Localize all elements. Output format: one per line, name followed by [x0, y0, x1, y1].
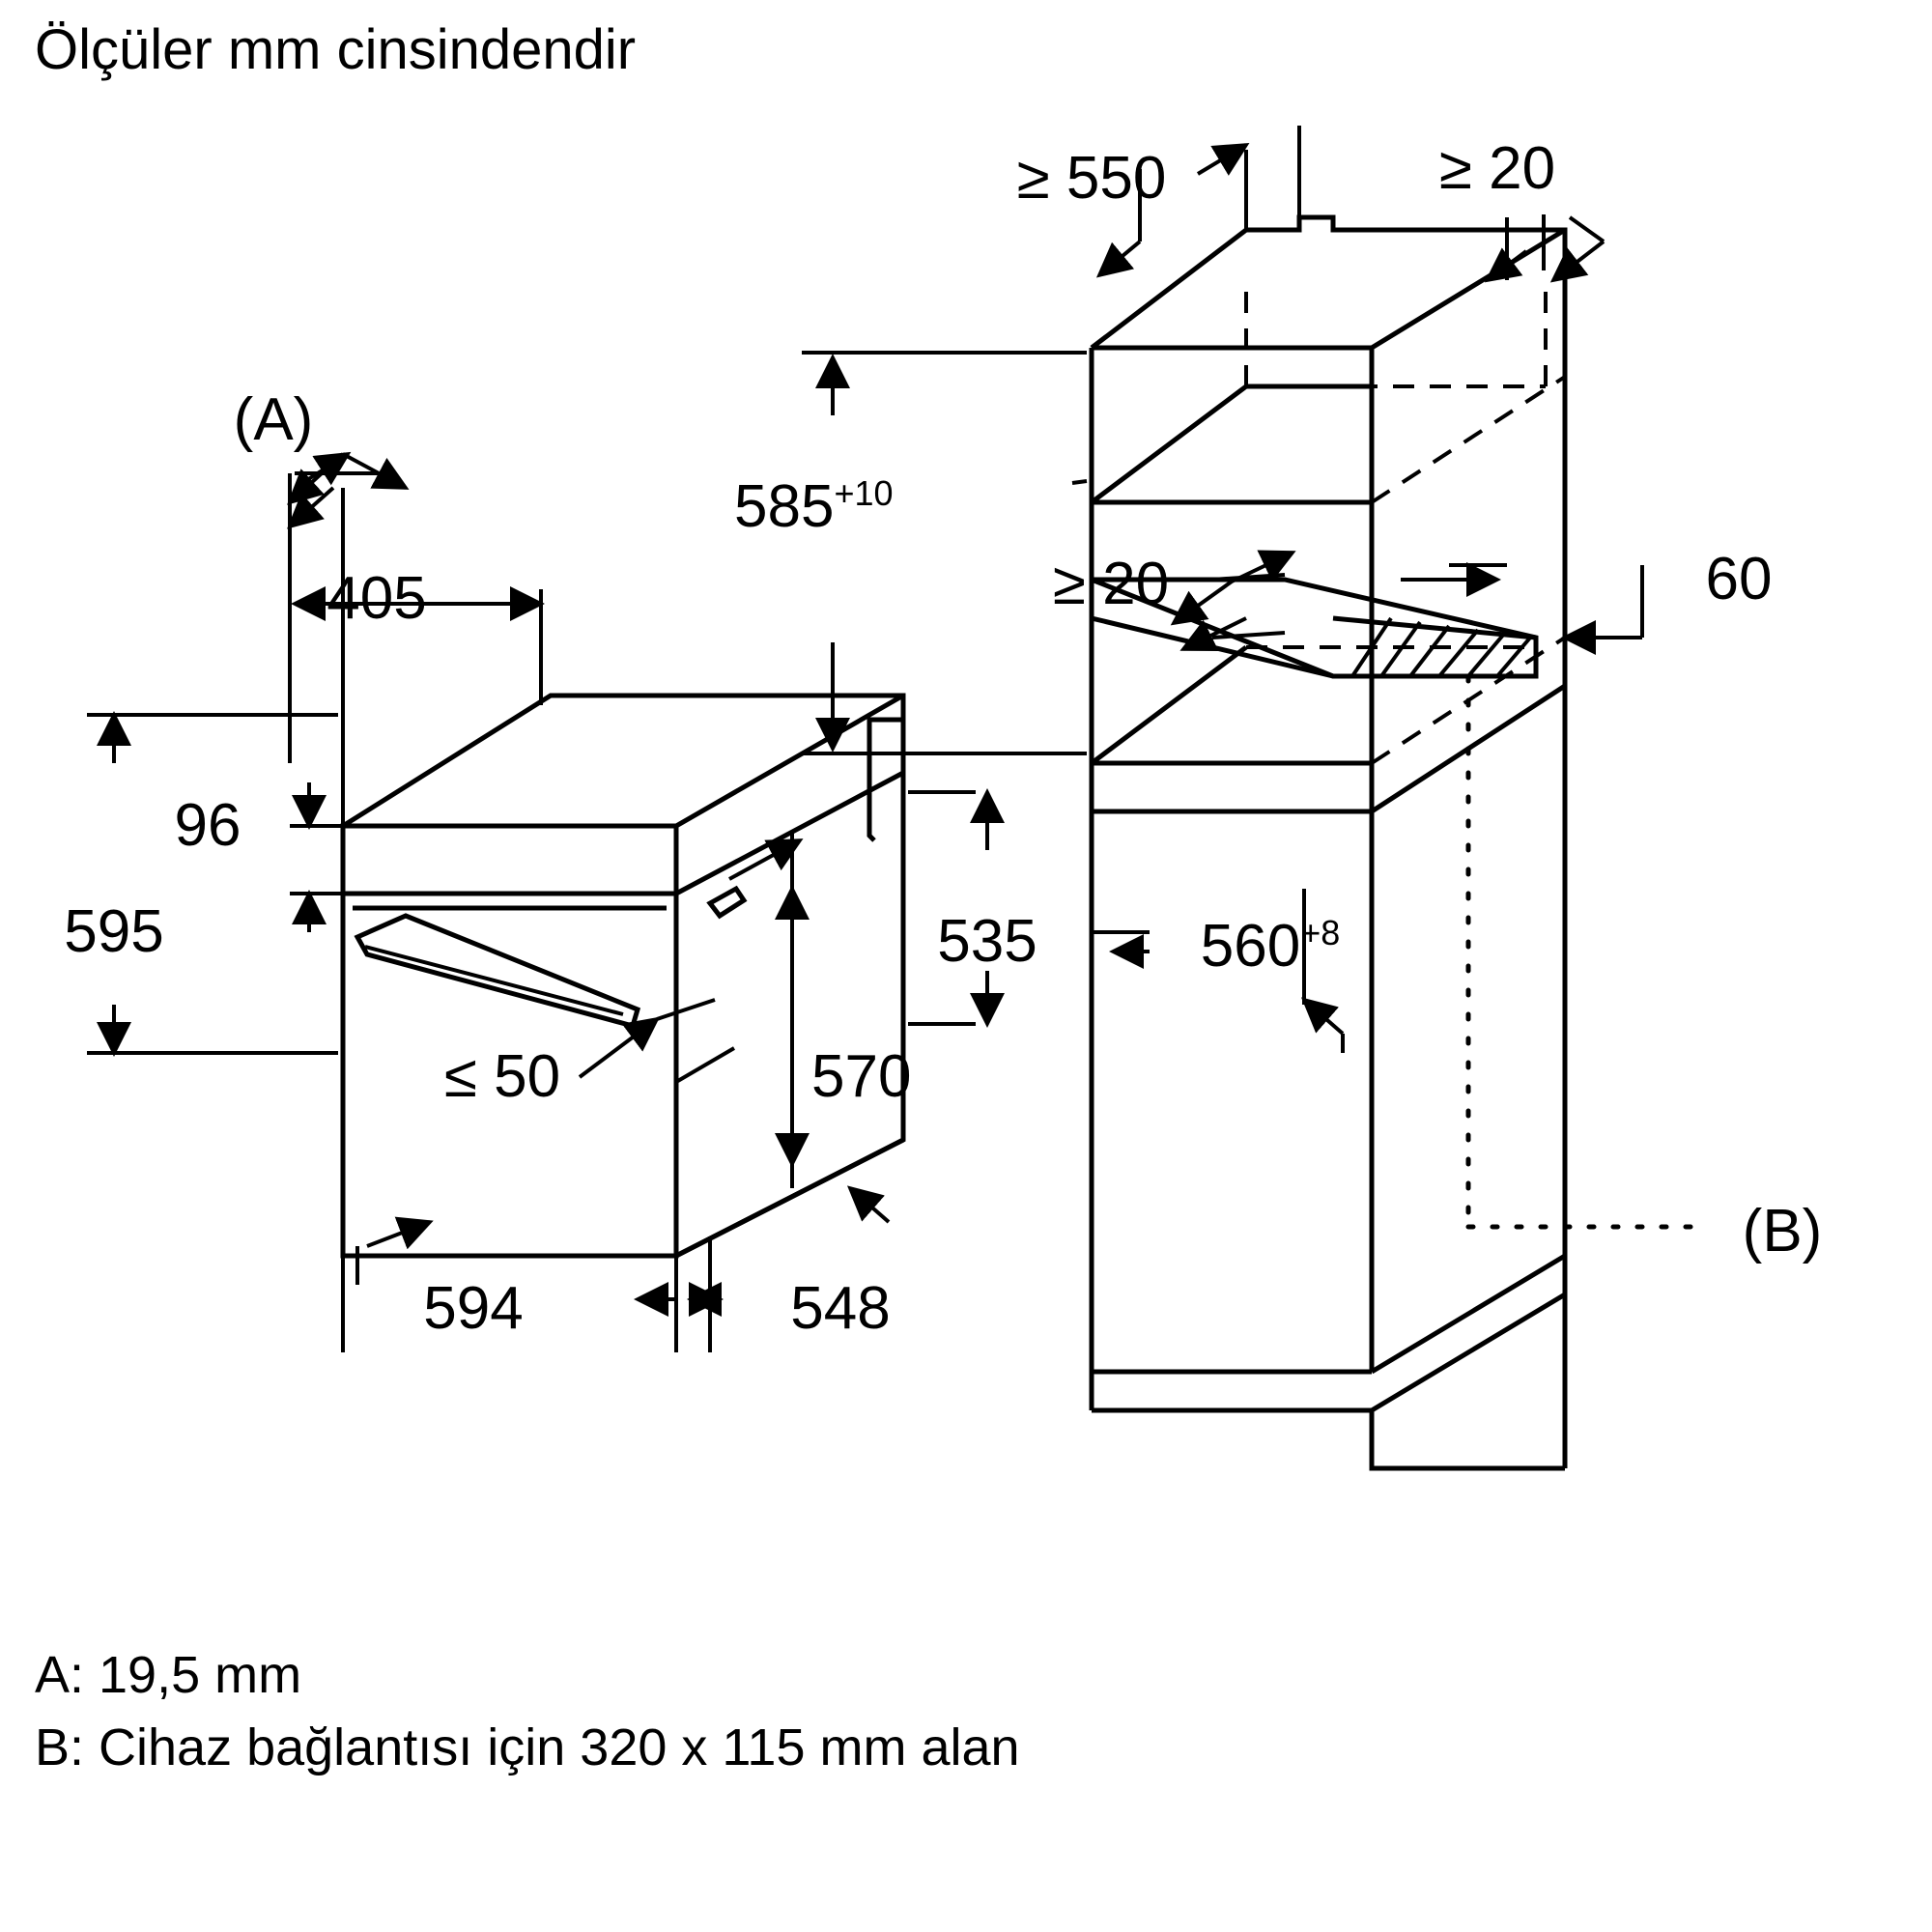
dim-ge550: [1017, 126, 1299, 275]
dim-label-570: 570: [811, 1043, 912, 1110]
dim-label-535: 535: [937, 908, 1037, 975]
dim-ge20-vent: [1053, 551, 1293, 649]
dim-560: [1092, 889, 1343, 1053]
tag-A: (A): [233, 386, 314, 453]
dim-label-594: 594: [423, 1275, 524, 1342]
dim-570: [729, 840, 911, 1164]
dim-label-ge550: ≥ 550: [1016, 145, 1167, 212]
dim-label-560: $560^{+8}$: [1200, 913, 1341, 980]
dim-label-96: 96: [174, 792, 242, 859]
legend: [35, 1642, 1020, 1787]
dim-60: [1401, 546, 1772, 638]
legend-line-a: A: 19,5 mm: [35, 1646, 302, 1704]
dim-label-585: $585^{+10}$: [734, 473, 894, 540]
legend-line-b: B: Cihaz bağlantısı için 320 x 115 mm alan: [35, 1719, 1020, 1777]
dim-96: [175, 782, 343, 932]
page-title: Ölçüler mm cinsindendir: [35, 18, 637, 81]
dim-label-le50: ≤ 50: [443, 1043, 561, 1110]
dim-label-ge20-top: ≥ 20: [1438, 135, 1556, 202]
dim-535: [908, 792, 1037, 1024]
dim-label-ge20-vent: ≥ 20: [1052, 551, 1170, 617]
tag-B-group: [1743, 1198, 1823, 1264]
dim-label-405: 405: [327, 565, 427, 632]
dim-548: [676, 1188, 891, 1352]
dim-405: [290, 454, 541, 831]
dim-label-548: 548: [790, 1275, 891, 1342]
cabinet-drawing: [1092, 217, 1700, 1468]
dim-label-60: 60: [1705, 546, 1773, 612]
dim-594: [343, 1222, 676, 1352]
appliance-drawing: [343, 696, 903, 1256]
tag-B: (B): [1742, 1198, 1823, 1264]
dim-595: [64, 715, 338, 1053]
dim-label-595: 595: [64, 898, 164, 965]
